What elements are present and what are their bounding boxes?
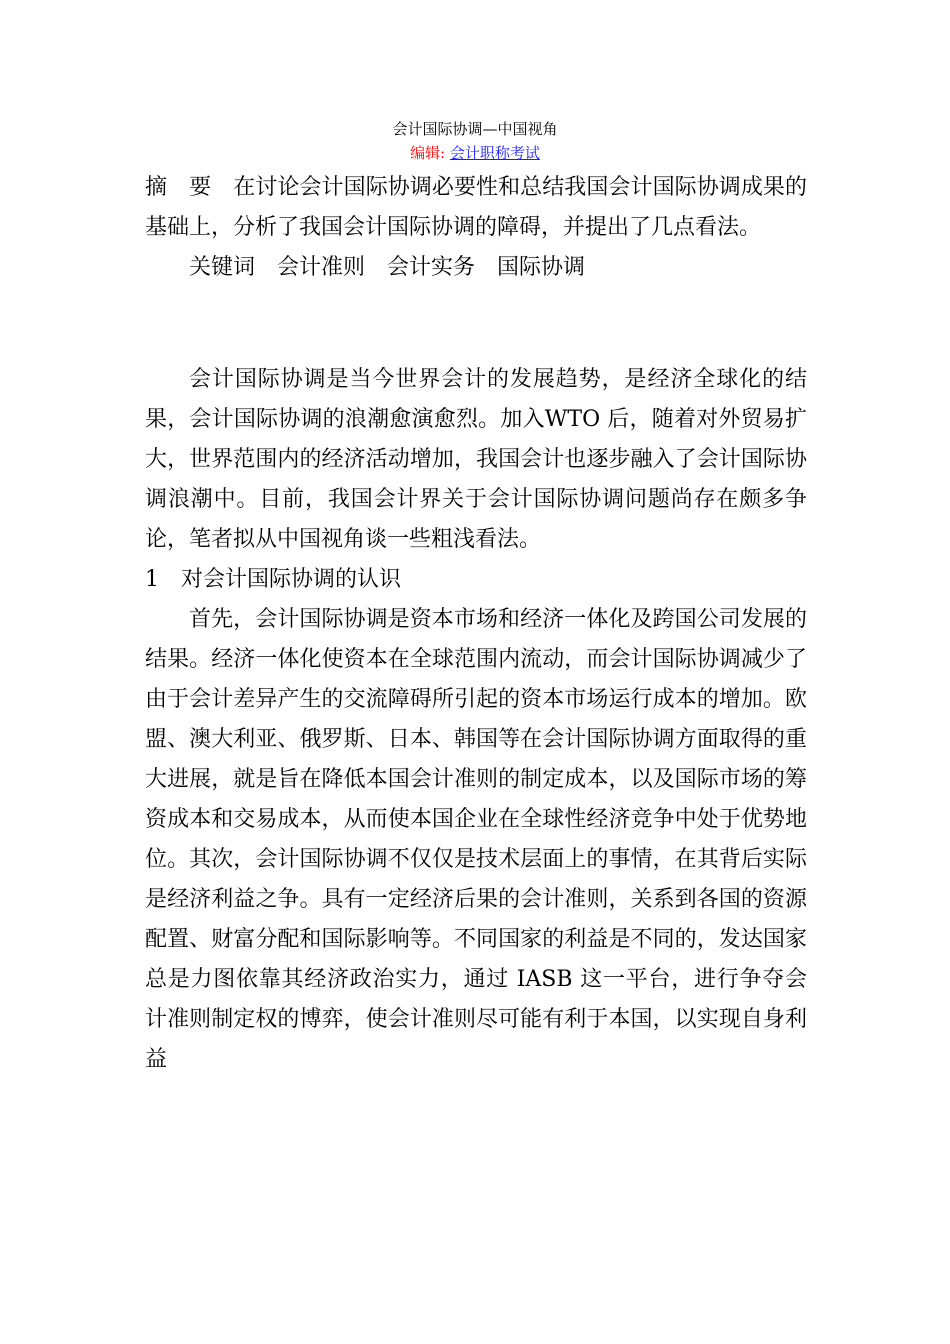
blank-spacer bbox=[145, 288, 807, 360]
section-title: 对会计国际协调的认识 bbox=[181, 567, 402, 592]
keywords-line bbox=[145, 248, 807, 288]
abstract-label-2: 要 bbox=[189, 175, 212, 200]
keyword-item: 会计实务 bbox=[387, 255, 476, 280]
abstract-text: 在讨论会计国际协调必要性和总结我国会计国际协调成果的基础上，分析了我国会计国际协调的障碍，并提出了几点看法。 bbox=[145, 175, 807, 240]
abstract-label-1: 摘 bbox=[145, 175, 168, 200]
document-title: 会计国际协调—中国视角 bbox=[392, 120, 558, 138]
section-paragraph: 首先，会计国际协调是资本市场和经济一体化及跨国公司发展的结果。经济一体化使资本在全球范围内流动，而会计国际协调减少了由于会计差异产生的交流障碍所引起的资本市场运行成本的增加。欧盟、澳大利亚、俄罗斯、日本、韩国等在会计国际协调方面取得的重大进展，就是旨在降低本国会计准则的制定成本，以及国际市场的筹资成本和交易成本，从而使本国企业在全球性经济竞争中处于优势地位。其次，会计国际协调不仅仅是技术层面上的事情，在其背后实际是经济利益之争。具有一定经济后果的会计准则，关系到各国的资源配置、财富分配和国际影响等。不同国家的利益是不同的，发达国家总是力图依靠其经济政治实力，通过 IASB 这一平台，进行争夺会计准则制定权的博弈，使会计准则尽可能有利于本国，以实现自身利益 bbox=[145, 607, 807, 1072]
keywords-label: 关键词 bbox=[189, 255, 256, 280]
section-heading bbox=[145, 560, 807, 600]
editor-link[interactable]: 会计职称考试 bbox=[449, 144, 540, 162]
editor-line bbox=[0, 144, 950, 162]
abstract-paragraph bbox=[145, 168, 807, 248]
document-body bbox=[145, 168, 807, 1080]
intro-paragraph: 会计国际协调是当今世界会计的发展趋势，是经济全球化的结果，会计国际协调的浪潮愈演愈烈。加入WTO 后，随着对外贸易扩大，世界范围内的经济活动增加，我国会计也逐步融入了会计国际协调浪潮中。目前，我国会计界关于会计国际协调问题尚存在颇多争论，笔者拟从中国视角谈一些粗浅看法。 bbox=[145, 367, 807, 552]
section-number: 1 bbox=[145, 567, 159, 592]
keyword-item: 会计准则 bbox=[277, 255, 366, 280]
keyword-item: 国际协调 bbox=[497, 255, 586, 280]
editor-label: 编辑: bbox=[410, 144, 450, 162]
